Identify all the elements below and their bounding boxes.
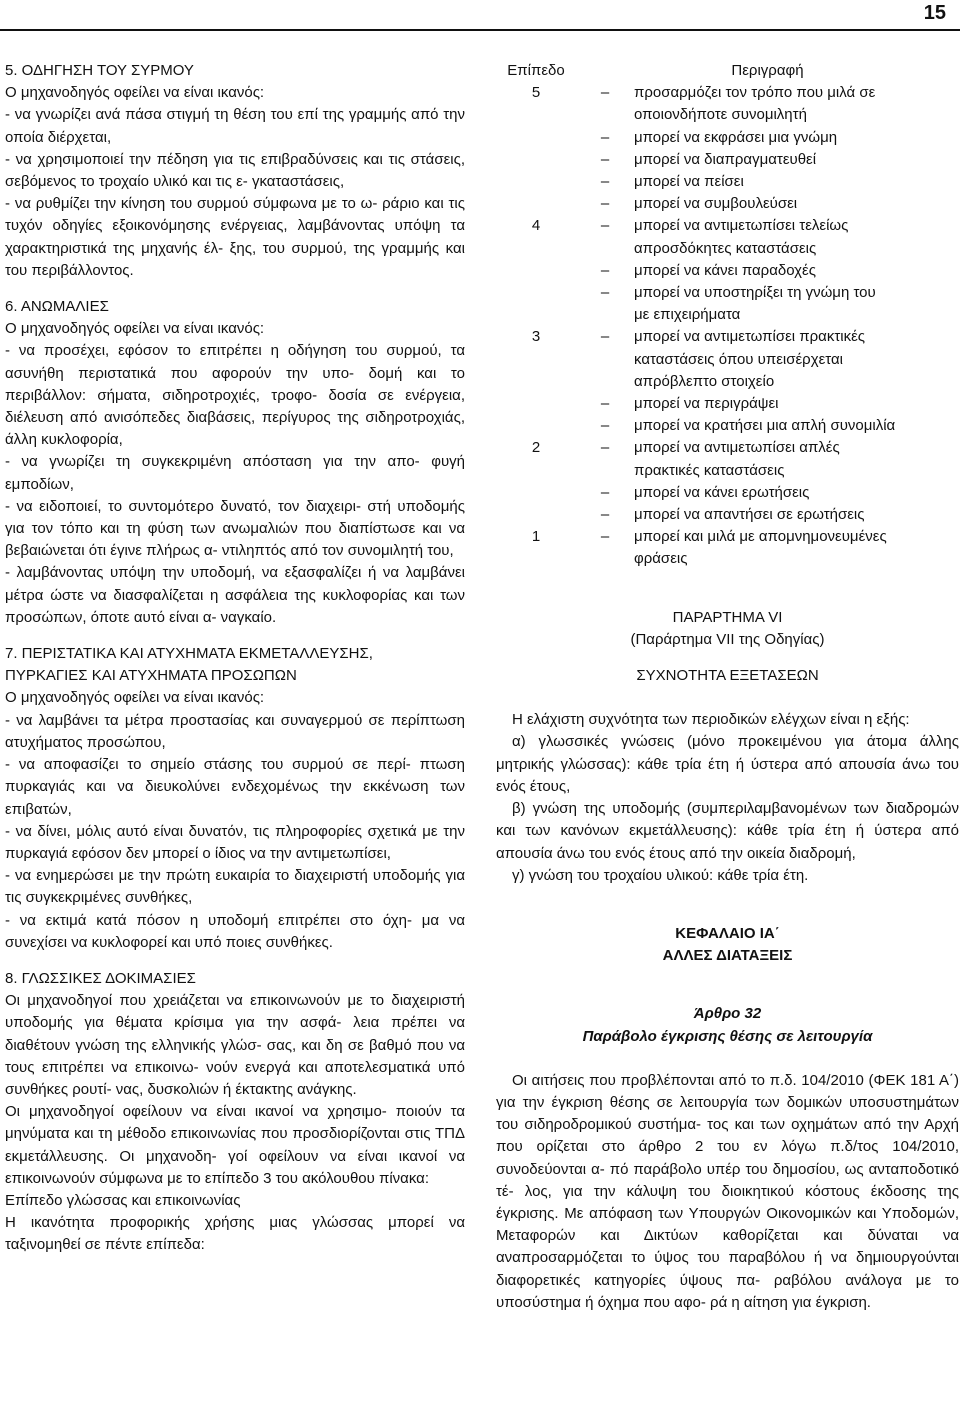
table-row <box>496 171 959 193</box>
right-column <box>496 60 959 1314</box>
paragraph: Οι μηχανοδηγοί που χρειάζεται να επικοινωνούν με το διαχειριστή υποδομής για θέματα κρίσιμα για την ασφά- λεια πρέπει να διαθέτουν γνώση της ελληνικής γλώσ- σας, και δη σε βαθμό που να τους επιτρέπει να επικοινω- νούν ενεργά και αποτελεσματικά υπό συνθήκες ρουτί- νας, δυσκολιών ή έκτακτης ανάγκης. <box>5 992 465 1098</box>
dash-cell <box>576 304 634 326</box>
level-cell <box>496 104 576 126</box>
dash-cell: – <box>600 150 610 168</box>
paragraph: - να χρησιμοποιεί την πέδηση για τις επιβραδύνσεις και τις στάσεις, σεβόμενος το τροχαίο υλικό και τις ε- γκαταστάσεις, <box>5 150 465 191</box>
description-cell: μπορεί να κάνει ερωτήσεις <box>634 483 810 501</box>
description-cell: μπορεί να εκφράσει μια γνώμη <box>634 128 838 146</box>
paragraph: - να αποφασίζει το σημείο στάσης του συρμού σε περί- πτωση πυρκαγιάς και να διευκολύνει ενδεχομένως την εκκένωση των επιβατών, <box>5 756 465 818</box>
description-cell: μπορεί να αντιμετωπίσει τελείως <box>634 217 849 235</box>
section-language-tests <box>5 968 465 1257</box>
dash-cell: – <box>600 506 610 524</box>
section-heading: 6. ΑΝΩΜΑΛΙΕΣ <box>5 298 109 316</box>
article-title: Άρθρο 32 <box>693 1005 762 1023</box>
level-cell <box>496 282 576 304</box>
left-column <box>5 60 465 1257</box>
description-cell: μπορεί να κάνει παραδοχές <box>634 261 816 279</box>
paragraph: - να εκτιμά κατά πόσον η υποδομή επιτρέπει στο όχη- μα να συνεχίσει να κυκλοφορεί και υπό ποιες συνθήκες. <box>5 911 465 951</box>
dash-cell <box>576 548 634 570</box>
dash-cell: – <box>600 328 610 346</box>
paragraph: Ο μηχανοδηγός οφείλει να είναι ικανός: <box>5 689 265 707</box>
dash-cell <box>576 371 634 393</box>
table-row <box>496 393 959 415</box>
dash-cell: – <box>600 284 610 302</box>
table-row <box>496 193 959 215</box>
level-cell <box>496 349 576 371</box>
annex-title: ΠΑΡΑΡΤΗΜΑ VI <box>672 608 783 626</box>
dash-cell: – <box>600 195 610 213</box>
table-row <box>496 149 959 171</box>
level-cell <box>496 482 576 504</box>
dash-cell: – <box>600 217 610 235</box>
level-cell: 1 <box>531 528 541 546</box>
level-cell: 4 <box>531 217 541 235</box>
level-cell <box>496 171 576 193</box>
table-row <box>496 326 959 348</box>
table-row <box>496 260 959 282</box>
description-cell: οποιονδήποτε συνομιλητή <box>634 106 807 124</box>
description-cell: μπορεί και μιλά με απομνημονευμένες <box>634 528 887 546</box>
paragraph: Η ικανότητα προφορικής χρήσης μιας γλώσσας μπορεί να ταξινομηθεί σε πέντε επίπεδα: <box>5 1214 465 1254</box>
paragraph: - να ρυθμίζει την κίνηση του συρμού σύμφωνα με το ω- ράριο και τις τυχόν οδηγίες εξοικονόμησης ενέργειας, λαμβάνοντας υπόψη τα χαρακτηριστικά της μηχανής έλ- ξης, του συρμού, της γραμμής και του περιβάλλοντος. <box>5 195 465 279</box>
table-row <box>496 104 959 126</box>
paragraph: - να προσέχει, εφόσον το επιτρέπει η οδήγηση του συρμού, τα ασυνήθη περιστατικά που αφορούν την υπο- δομή και το περιβάλλον: σήματα, σιδηροτροχιές, τροφο- δοσία σε ενέργεια, διέλευση από ανισόπεδες διαβάσεις, περίγυρος της σιδηροτροχιάς, άλλη κυκλοφορία, <box>5 342 465 449</box>
table-row <box>496 415 959 437</box>
table-row <box>496 238 959 260</box>
level-cell <box>496 393 576 415</box>
dash-cell: – <box>600 528 610 546</box>
level-cell <box>496 460 576 482</box>
dash-cell: – <box>600 439 610 457</box>
level-cell: 2 <box>531 439 541 457</box>
level-cell <box>496 193 576 215</box>
dash-cell: – <box>600 395 610 413</box>
table-row <box>496 82 959 104</box>
table-row <box>496 349 959 371</box>
paragraph: Οι μηχανοδηγοί οφείλουν να είναι ικανοί να χρησιμο- ποιούν τα μηνύματα και τη μέθοδο επικοινωνίας που προσδιορίζονται στις ΤΠΔ εκμετάλλευσης. Οι μηχανοδη- γοί οφείλουν να είναι ικανοί να επικοινωνούν σύμφωνα με το επίπεδο 3 του ακόλουθου πίνακα: <box>5 1103 465 1187</box>
table-header-row <box>496 60 959 82</box>
table-row <box>496 371 959 393</box>
level-cell <box>496 415 576 437</box>
article-subtitle: Παράβολο έγκρισης θέσης σε λειτουργία <box>582 1027 873 1045</box>
level-cell <box>496 504 576 526</box>
level-cell <box>496 260 576 282</box>
dash-cell <box>576 349 634 371</box>
language-levels-table <box>496 60 959 571</box>
section-heading: 5. ΟΔΗΓΗΣΗ ΤΟΥ ΣΥΡΜΟΥ <box>5 62 194 79</box>
table-body <box>496 82 959 570</box>
paragraph: β) γνώση της υποδομής (συμπεριλαμβανομένων των διαδρομών και των κανόνων εκμετάλλευσης): κάθε τρία έτη ή ύστερα από απουσία άνω του ενός έτους από την οικεία διαδρομή, <box>496 800 959 862</box>
column-header-level: Επίπεδο <box>507 62 565 79</box>
table-row <box>496 482 959 504</box>
description-cell: φράσεις <box>634 550 688 568</box>
description-cell: καταστάσεις όπου υπεισέρχεται <box>634 350 843 368</box>
section-heading: 7. ΠΕΡΙΣΤΑΤΙΚΑ ΚΑΙ ΑΤΥΧΗΜΑΤΑ ΕΚΜΕΤΑΛΛΕΥΣΗΣ, <box>5 645 373 663</box>
paragraph: - λαμβάνοντας υπόψη την υποδομή, να εξασφαλίζει ή να λαμβάνει μέτρα ώστε να διασφαλίζεται η ασφάλεια της κυκλοφορίας και των προσώπων, όποτε αυτό είναι α- ναγκαίο. <box>5 564 465 626</box>
paragraph: γ) γνώση του τροχαίου υλικού: κάθε τρία έτη. <box>512 866 809 884</box>
description-cell: μπορεί να αντιμετωπίσει απλές <box>634 439 840 457</box>
table-row <box>496 437 959 459</box>
table-row <box>496 304 959 326</box>
paragraph: α) γλωσσικές γνώσεις (μόνο προκειμένου για άτομα άλλης μητρικής γλώσσας): κάθε τρία έτη ή ύστερα από απουσία άνω του ενός έτους, <box>496 733 959 795</box>
description-cell: μπορεί να πείσει <box>634 173 744 191</box>
dash-cell <box>576 104 634 126</box>
level-cell <box>496 304 576 326</box>
annex-subtitle: (Παράρτημα VII της Οδηγίας) <box>630 630 825 648</box>
section-heading: 8. ΓΛΩΣΣΙΚΕΣ ΔΟΚΙΜΑΣΙΕΣ <box>5 969 196 987</box>
description-cell: μπορεί να περιγράψει <box>634 395 779 413</box>
level-cell: 3 <box>531 328 541 346</box>
description-cell: μπορεί να αντιμετωπίσει πρακτικές <box>634 328 866 346</box>
description-cell: προσαρμόζει τον τρόπο που μιλά σε <box>634 84 876 102</box>
level-cell: 5 <box>531 84 541 102</box>
dash-cell: – <box>600 483 610 501</box>
description-cell: πρακτικές καταστάσεις <box>634 461 785 479</box>
dash-cell: – <box>600 128 610 146</box>
paragraph: - να γνωρίζει ανά πάσα στιγμή τη θέση του επί της γραμμής από την οποία διέρχεται, <box>5 106 465 146</box>
page-number: 15 <box>923 2 946 24</box>
table-row <box>496 127 959 149</box>
paragraph: Ο μηχανοδηγός οφείλει να είναι ικανός: <box>5 320 265 338</box>
table-row <box>496 548 959 570</box>
paragraph: - να λαμβάνει τα μέτρα προστασίας και συναγερμού σε περίπτωση ατυχήματος προσώπου, <box>5 711 465 751</box>
column-header-description: Περιγραφή <box>731 62 804 79</box>
section-incidents <box>5 643 465 954</box>
paragraph: - να γνωρίζει τη συγκεκριμένη απόσταση για την απο- φυγή εμποδίων, <box>5 453 465 493</box>
section-anomalies <box>5 296 465 629</box>
dash-cell <box>576 238 634 260</box>
table-row <box>496 526 959 548</box>
description-cell: απρόβλεπτο στοιχείο <box>634 372 775 390</box>
description-cell: μπορεί να κρατήσει μια απλή συνομιλία <box>634 417 896 435</box>
chapter-title: ΚΕΦΑΛΑΙΟ ΙΑ΄ <box>675 924 780 942</box>
dash-cell <box>576 460 634 482</box>
paragraph: Επίπεδο γλώσσας και επικοινωνίας <box>5 1191 241 1209</box>
section-heading-cont: ΠΥΡΚΑΓΙΕΣ ΚΑΙ ΑΤΥΧΗΜΑΤΑ ΠΡΟΣΩΠΩΝ <box>5 667 297 685</box>
chapter-subtitle: ΑΛΛΕΣ ΔΙΑΤΑΞΕΙΣ <box>662 947 793 965</box>
description-cell: μπορεί να υποστηρίξει τη γνώμη του <box>634 284 876 302</box>
level-cell <box>496 149 576 171</box>
level-cell <box>496 371 576 393</box>
description-cell: μπορεί να απαντήσει σε ερωτήσεις <box>634 506 865 524</box>
table-row <box>496 282 959 304</box>
paragraph: - να δίνει, μόλις αυτό είναι δυνατόν, τις πληροφορίες σχετικά με την πυρκαγιά εφόσον δεν μπορεί ο ίδιος να την αντιμετωπίσει, <box>5 822 465 862</box>
table-row <box>496 504 959 526</box>
dash-cell: – <box>600 261 610 279</box>
dash-cell: – <box>600 84 610 102</box>
description-cell: με επιχειρήματα <box>634 306 741 324</box>
description-cell: μπορεί να διαπραγματευθεί <box>634 150 817 168</box>
level-cell <box>496 127 576 149</box>
header-rule <box>0 29 960 31</box>
level-cell <box>496 548 576 570</box>
description-cell: απροσδόκητες καταστάσεις <box>634 239 817 257</box>
table-row <box>496 460 959 482</box>
paragraph: - να ενημερώσει με την πρώτη ευκαιρία το διαχειριστή υποδομής για τις συγκεκριμένες συνθήκες, <box>5 867 465 907</box>
section-train-driving <box>5 60 465 282</box>
paragraph: - να ειδοποιεί, το συντομότερο δυνατό, τον διαχειρι- στή υποδομής για τον τόπο και τη φύση των ανωμαλιών που διαπίστωσε και να βεβαιώνεται ότι έγινε πλήρως α- ντιληπτός από τον συνομιλητή του, <box>5 497 465 560</box>
annex-heading: ΣΥΧΝΟΤΗΤΑ ΕΞΕΤΑΣΕΩΝ <box>636 667 819 685</box>
paragraph: Η ελάχιστη συχνότητα των περιοδικών ελέγχων είναι η εξής: <box>512 711 910 729</box>
dash-cell: – <box>600 417 610 435</box>
dash-cell: – <box>600 173 610 191</box>
description-cell: μπορεί να συμβουλεύσει <box>634 195 798 213</box>
table-row <box>496 215 959 237</box>
paragraph: Ο μηχανοδηγός οφείλει να είναι ικανός: <box>5 84 265 102</box>
article-paragraph: Οι αιτήσεις που προβλέπονται από το π.δ. 104/2010 (ΦΕΚ 181 Α΄) για την έγκριση θέσης σε λειτουργία των δομικών υποσυστημάτων του σιδηροδρομικού συστήμα- τος και των οχημάτων από την Αρχή που ορίζεται στο άρθρο 2 του εν λόγω π.δ/τος 104/2010, συνοδεύονται α- πό παράβολο υπέρ του δημοσίου, ως ανταποδοτικό τέ- λος, για την κάλυψη του διοικητικού κόστους έκδοσης της έγκρισης. Με απόφαση των Υπουργών Οικονομικών και Υποδομών, Μεταφορών και Δικτύων καθορίζεται και δύναται να αναπροσαρμόζεται το ύψος του παραβόλου ή να δημιουργούνται διαφορετικές κατηγορίες ύψους πα- ραβόλου ανάλογα με το υποσύστημα ή όχημα που αφο- ρά η αίτηση για έγκριση. <box>496 1071 959 1311</box>
level-cell <box>496 238 576 260</box>
